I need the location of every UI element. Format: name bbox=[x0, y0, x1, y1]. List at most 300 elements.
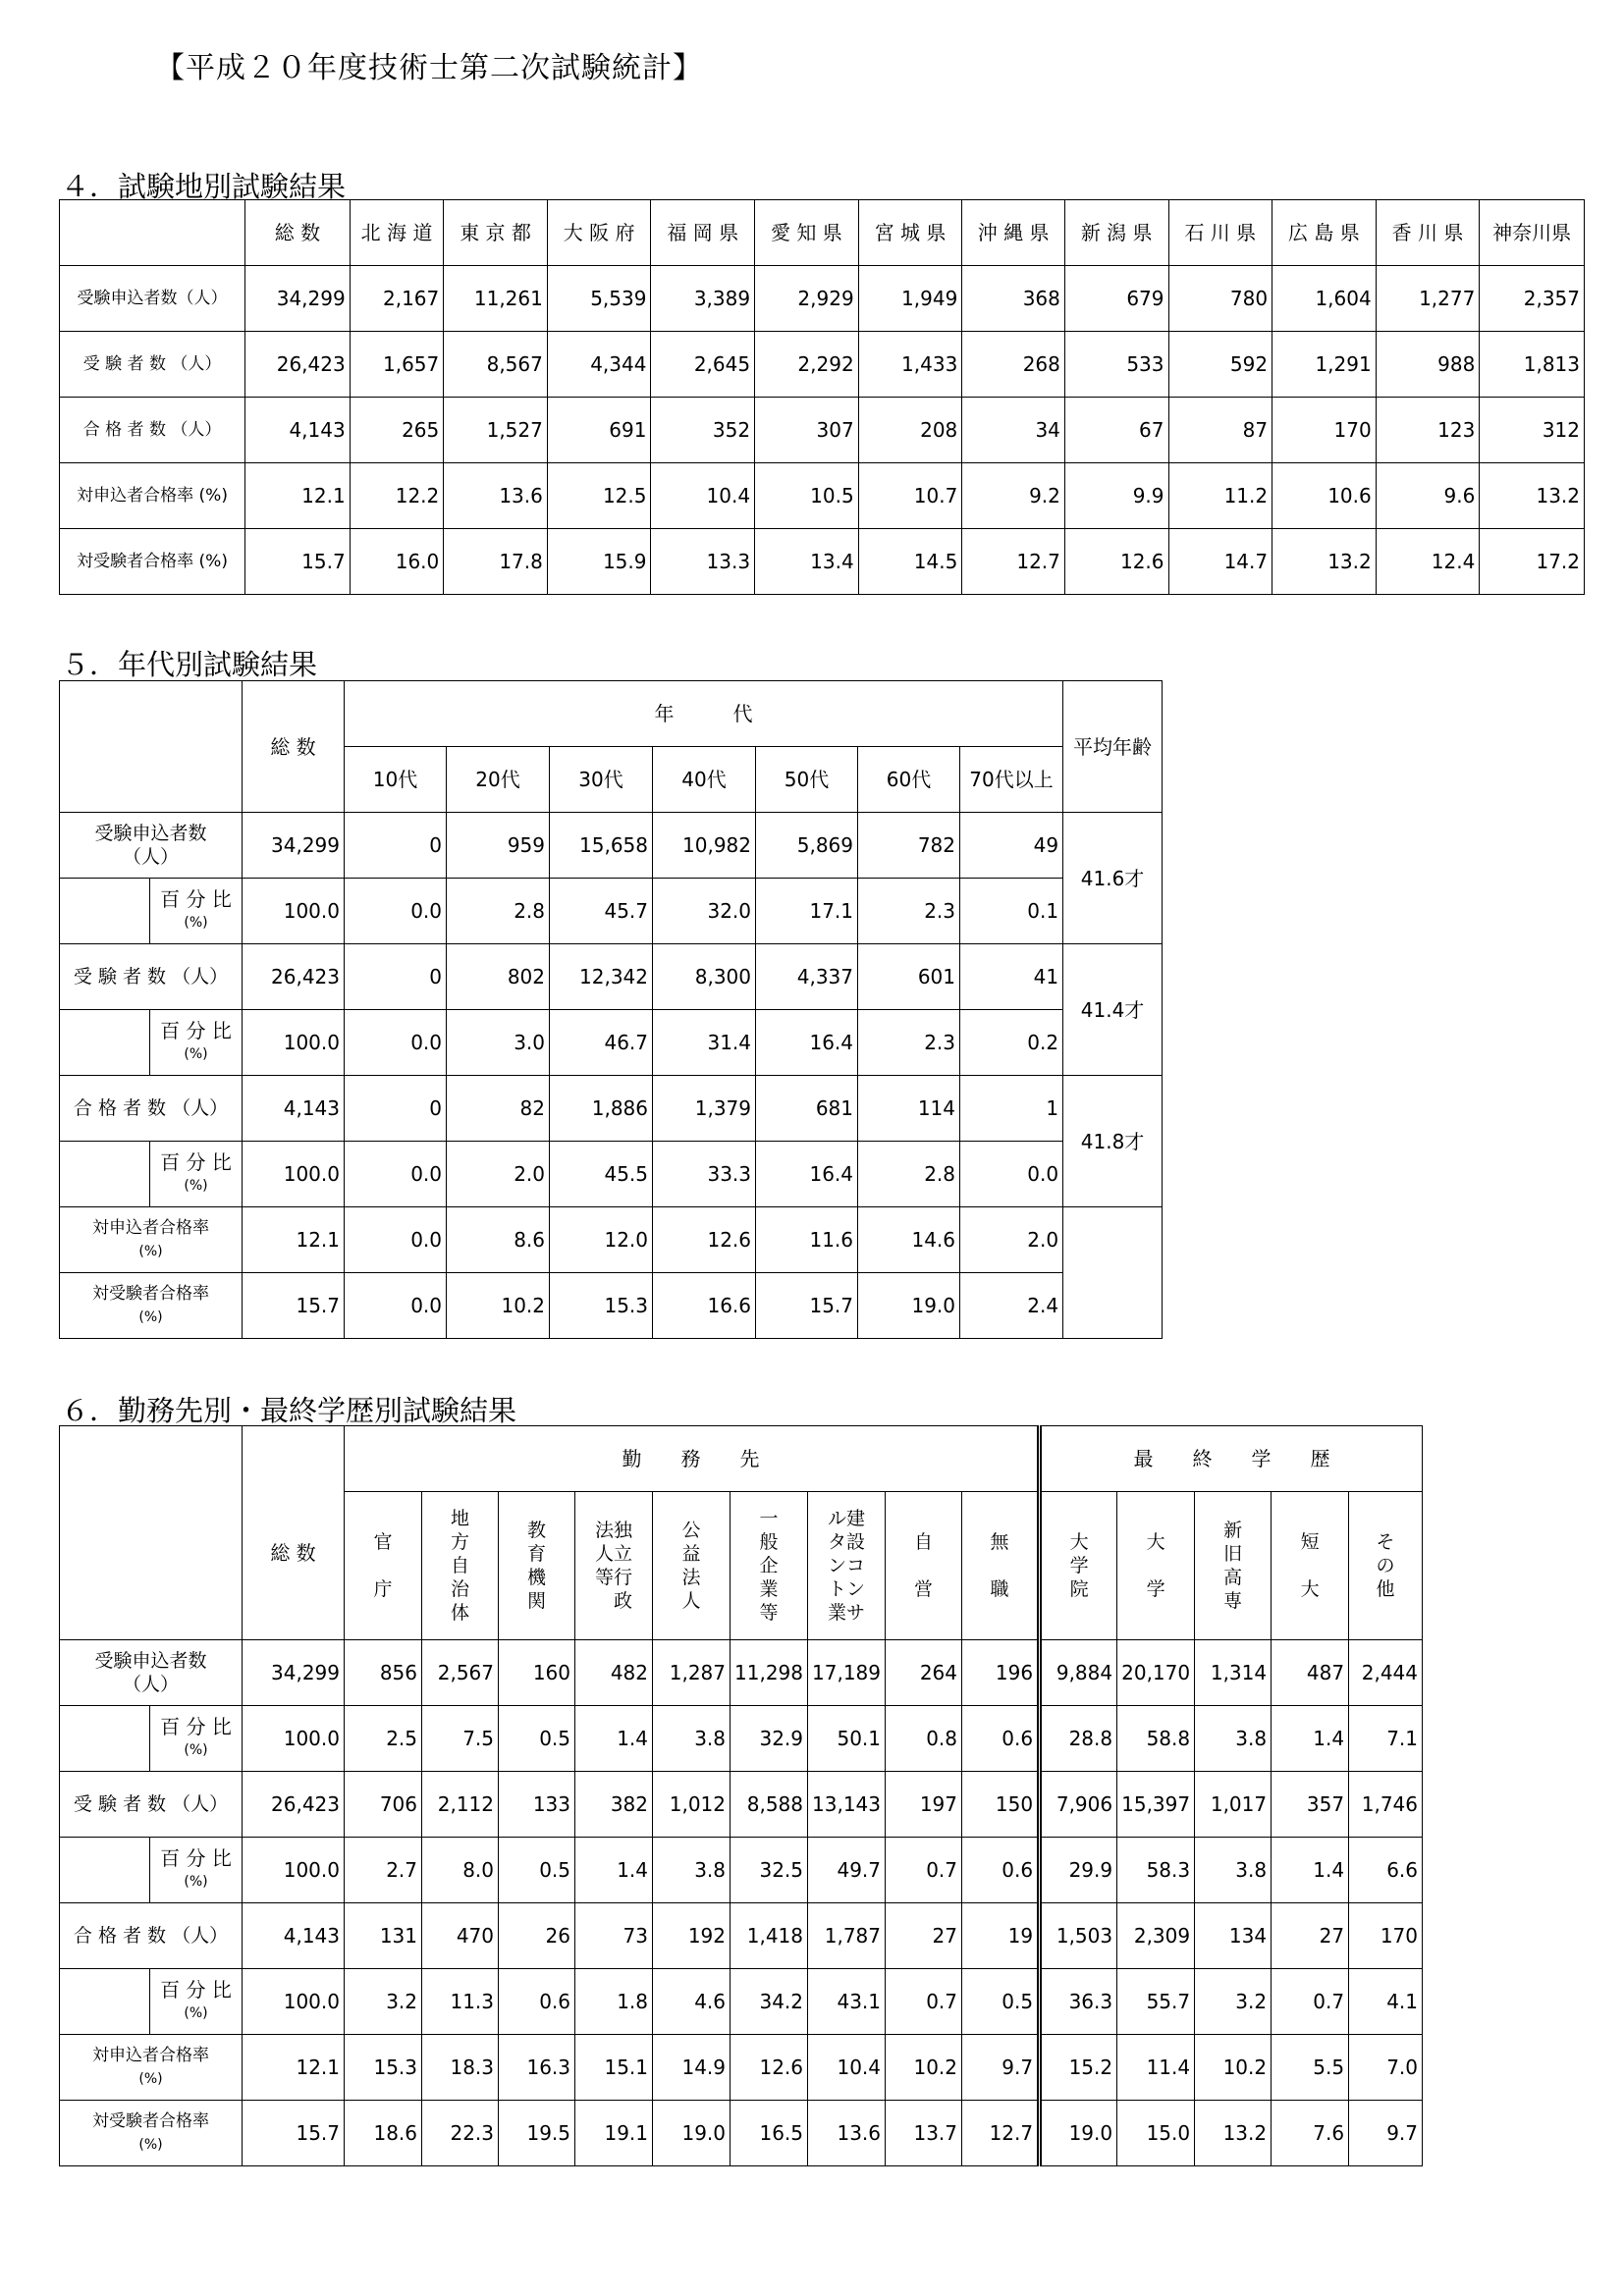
s6-value-cell: 706 bbox=[345, 1772, 422, 1838]
s4-value-cell: 15.9 bbox=[547, 529, 651, 595]
s5-value-cell: 2.8 bbox=[858, 1142, 960, 1207]
s6-value-cell: 19 bbox=[962, 1903, 1040, 1969]
s6-value-cell: 133 bbox=[499, 1772, 575, 1838]
s5-value-cell: 114 bbox=[858, 1076, 960, 1142]
s6-employer-header: 官 庁 bbox=[345, 1492, 422, 1640]
s6-value-cell: 3.2 bbox=[345, 1969, 422, 2035]
s6-value-cell: 20,170 bbox=[1117, 1640, 1195, 1706]
s4-value-cell: 17.2 bbox=[1480, 529, 1585, 595]
s4-row-label: 受験申込者数（人） bbox=[60, 266, 245, 332]
s5-indent-cell bbox=[60, 1010, 150, 1076]
s4-value-cell: 12.6 bbox=[1064, 529, 1168, 595]
s6-value-cell: 2,309 bbox=[1117, 1903, 1195, 1969]
s4-value-cell: 15.7 bbox=[245, 529, 351, 595]
s6-pct-label bbox=[150, 1706, 243, 1772]
s6-table-row bbox=[60, 2101, 1423, 2166]
s4-value-cell: 1,527 bbox=[444, 398, 548, 463]
s4-value-cell: 12.4 bbox=[1376, 529, 1480, 595]
s6-value-cell: 1.4 bbox=[1272, 1706, 1349, 1772]
s5-pct-unit: (%) bbox=[184, 1046, 208, 1062]
s5-value-cell: 2.3 bbox=[858, 879, 960, 944]
s6-pct-label-text: 百 分 比 bbox=[160, 1715, 232, 1738]
s6-value-cell: 11.3 bbox=[422, 1969, 499, 2035]
s6-value-cell: 150 bbox=[962, 1772, 1040, 1838]
s6-value-cell: 1,746 bbox=[1349, 1772, 1423, 1838]
s4-value-cell: 10.4 bbox=[651, 463, 755, 529]
s6-value-cell: 0.7 bbox=[1272, 1969, 1349, 2035]
s6-value-cell: 26,423 bbox=[243, 1772, 345, 1838]
s5-value-cell: 16.4 bbox=[756, 1010, 858, 1076]
s6-value-cell: 73 bbox=[575, 1903, 653, 1969]
s4-value-cell: 533 bbox=[1064, 332, 1168, 398]
s4-value-cell: 17.8 bbox=[444, 529, 548, 595]
s6-employer-header: 自 営 bbox=[886, 1492, 962, 1640]
s5-value-cell: 17.1 bbox=[756, 879, 858, 944]
s6-value-cell: 17,189 bbox=[808, 1640, 886, 1706]
s5-value-cell: 34,299 bbox=[243, 813, 345, 879]
s6-table-row bbox=[60, 1838, 1423, 1903]
s5-value-cell: 601 bbox=[858, 944, 960, 1010]
s6-value-cell: 10.2 bbox=[886, 2035, 962, 2101]
s4-table-row bbox=[60, 529, 1585, 595]
s4-value-cell: 1,433 bbox=[858, 332, 962, 398]
s4-col-header: 宮 城 県 bbox=[858, 200, 962, 266]
s5-value-cell: 45.5 bbox=[550, 1142, 653, 1207]
s6-value-cell: 3.2 bbox=[1195, 1969, 1272, 2035]
s6-value-cell: 58.3 bbox=[1117, 1838, 1195, 1903]
s5-value-cell: 45.7 bbox=[550, 879, 653, 944]
s4-value-cell: 13.2 bbox=[1480, 463, 1585, 529]
s6-value-cell: 12.6 bbox=[731, 2035, 808, 2101]
s6-employer-group-header: 勤 務 先 bbox=[345, 1426, 1040, 1492]
s4-table-row bbox=[60, 398, 1585, 463]
s5-age-header: 30代 bbox=[550, 747, 653, 813]
s6-value-cell: 1.4 bbox=[575, 1706, 653, 1772]
s5-row-label: 受 験 者 数 （人） bbox=[60, 944, 243, 1010]
s6-value-cell: 13.2 bbox=[1195, 2101, 1272, 2166]
s6-value-cell: 160 bbox=[499, 1640, 575, 1706]
s4-value-cell: 13.4 bbox=[755, 529, 859, 595]
s6-value-cell: 1,017 bbox=[1195, 1772, 1272, 1838]
s5-value-cell: 8.6 bbox=[447, 1207, 550, 1273]
s6-value-cell: 131 bbox=[345, 1903, 422, 1969]
s5-value-cell: 100.0 bbox=[243, 1142, 345, 1207]
s6-value-cell: 50.1 bbox=[808, 1706, 886, 1772]
s6-value-cell: 4.6 bbox=[653, 1969, 731, 2035]
s6-value-cell: 32.9 bbox=[731, 1706, 808, 1772]
s4-value-cell: 5,539 bbox=[547, 266, 651, 332]
s6-value-cell: 3.8 bbox=[1195, 1706, 1272, 1772]
s4-value-cell: 13.3 bbox=[651, 529, 755, 595]
s4-value-cell: 34 bbox=[962, 398, 1065, 463]
s4-value-cell: 10.6 bbox=[1272, 463, 1377, 529]
s6-value-cell: 29.9 bbox=[1040, 1838, 1117, 1903]
s4-value-cell: 4,143 bbox=[245, 398, 351, 463]
s4-value-cell: 988 bbox=[1376, 332, 1480, 398]
s6-value-cell: 28.8 bbox=[1040, 1706, 1117, 1772]
s4-value-cell: 2,292 bbox=[755, 332, 859, 398]
s6-value-cell: 7.5 bbox=[422, 1706, 499, 1772]
s6-value-cell: 0.5 bbox=[499, 1838, 575, 1903]
s4-value-cell: 12.2 bbox=[350, 463, 444, 529]
s6-value-cell: 36.3 bbox=[1040, 1969, 1117, 2035]
s5-table-row bbox=[60, 1076, 1163, 1142]
s5-value-cell: 33.3 bbox=[653, 1142, 756, 1207]
s5-value-cell: 15.3 bbox=[550, 1273, 653, 1339]
s4-value-cell: 9.6 bbox=[1376, 463, 1480, 529]
s5-value-cell: 16.4 bbox=[756, 1142, 858, 1207]
s5-row-label-text: 対受験者合格率 bbox=[92, 1284, 209, 1304]
s6-value-cell: 11.4 bbox=[1117, 2035, 1195, 2101]
s6-row-label-unit: (%) bbox=[138, 2071, 163, 2087]
s4-col-header: 大 阪 府 bbox=[547, 200, 651, 266]
s5-row-label bbox=[60, 1207, 243, 1273]
s6-value-cell: 7,906 bbox=[1040, 1772, 1117, 1838]
s6-value-cell: 19.1 bbox=[575, 2101, 653, 2166]
s5-row-label-text: 対申込者合格率 bbox=[92, 1218, 209, 1238]
s4-value-cell: 14.7 bbox=[1168, 529, 1272, 595]
s4-col-header: 福 岡 県 bbox=[651, 200, 755, 266]
s5-pct-label-text: 百 分 比 bbox=[160, 887, 232, 911]
s6-pct-label bbox=[150, 1838, 243, 1903]
s5-value-cell: 0 bbox=[345, 1076, 447, 1142]
s6-value-cell: 0.8 bbox=[886, 1706, 962, 1772]
s6-value-cell: 13,143 bbox=[808, 1772, 886, 1838]
s6-value-cell: 26 bbox=[499, 1903, 575, 1969]
s6-row-label-text: 対申込者合格率 bbox=[92, 2046, 209, 2065]
s6-value-cell: 49.7 bbox=[808, 1838, 886, 1903]
s4-value-cell: 780 bbox=[1168, 266, 1272, 332]
section-4-title: ４．試験地別試験結果 bbox=[61, 170, 347, 203]
s5-value-cell: 2.0 bbox=[960, 1207, 1063, 1273]
s5-value-cell: 32.0 bbox=[653, 879, 756, 944]
s4-value-cell: 8,567 bbox=[444, 332, 548, 398]
s6-employer-header: 公 益 法 人 bbox=[653, 1492, 731, 1640]
s5-value-cell: 15.7 bbox=[243, 1273, 345, 1339]
s6-value-cell: 0.6 bbox=[962, 1706, 1040, 1772]
section-5-title: ５．年代別試験結果 bbox=[61, 648, 318, 681]
s5-value-cell: 2.0 bbox=[447, 1142, 550, 1207]
s5-row-label-text: 受験申込者数 bbox=[94, 823, 207, 844]
s6-indent-cell bbox=[60, 1838, 150, 1903]
s4-value-cell: 14.5 bbox=[858, 529, 962, 595]
s4-value-cell: 679 bbox=[1064, 266, 1168, 332]
s5-age-header: 50代 bbox=[756, 747, 858, 813]
s4-value-cell: 2,929 bbox=[755, 266, 859, 332]
s5-value-cell: 5,869 bbox=[756, 813, 858, 879]
s4-value-cell: 691 bbox=[547, 398, 651, 463]
s5-value-cell: 100.0 bbox=[243, 1010, 345, 1076]
s5-value-cell: 3.0 bbox=[447, 1010, 550, 1076]
s4-value-cell: 352 bbox=[651, 398, 755, 463]
s4-row-label: 受 験 者 数 （人） bbox=[60, 332, 245, 398]
s4-value-cell: 11.2 bbox=[1168, 463, 1272, 529]
s5-value-cell: 10,982 bbox=[653, 813, 756, 879]
s4-value-cell: 13.2 bbox=[1272, 529, 1377, 595]
s6-value-cell: 8,588 bbox=[731, 1772, 808, 1838]
s5-value-cell: 16.6 bbox=[653, 1273, 756, 1339]
s6-employer-header: 一 般 企 業 等 bbox=[731, 1492, 808, 1640]
s6-row-label-unit: （人） bbox=[122, 1674, 179, 1695]
s6-employer-header: ル建 タ設 ンコ トン 業サ bbox=[808, 1492, 886, 1640]
s6-value-cell: 0.6 bbox=[499, 1969, 575, 2035]
s6-value-cell: 27 bbox=[1272, 1903, 1349, 1969]
s6-value-cell: 197 bbox=[886, 1772, 962, 1838]
s6-value-cell: 9,884 bbox=[1040, 1640, 1117, 1706]
s6-value-cell: 0.5 bbox=[962, 1969, 1040, 2035]
s5-value-cell: 0.2 bbox=[960, 1010, 1063, 1076]
s6-value-cell: 16.3 bbox=[499, 2035, 575, 2101]
s5-table-row bbox=[60, 879, 1163, 944]
section-6-title: ６．勤務先別・最終学歴別試験結果 bbox=[61, 1394, 517, 1427]
s5-pct-label bbox=[150, 879, 243, 944]
s6-table-row bbox=[60, 1903, 1423, 1969]
s5-total-header: 総 数 bbox=[243, 681, 345, 813]
s4-value-cell: 26,423 bbox=[245, 332, 351, 398]
s6-employer-header: 無 職 bbox=[962, 1492, 1040, 1640]
s5-indent-cell bbox=[60, 1142, 150, 1207]
s5-value-cell: 0 bbox=[345, 813, 447, 879]
s5-row-label: 合 格 者 数 （人） bbox=[60, 1076, 243, 1142]
s4-col-header: 総 数 bbox=[245, 200, 351, 266]
s4-value-cell: 265 bbox=[350, 398, 444, 463]
s5-value-cell: 0 bbox=[345, 944, 447, 1010]
s6-value-cell: 470 bbox=[422, 1903, 499, 1969]
s6-value-cell: 0.7 bbox=[886, 1969, 962, 2035]
s4-value-cell: 1,604 bbox=[1272, 266, 1377, 332]
s5-value-cell: 82 bbox=[447, 1076, 550, 1142]
s6-value-cell: 18.3 bbox=[422, 2035, 499, 2101]
s5-pct-label-text: 百 分 比 bbox=[160, 1150, 232, 1174]
s4-value-cell: 1,277 bbox=[1376, 266, 1480, 332]
s4-col-header: 石 川 県 bbox=[1168, 200, 1272, 266]
s4-value-cell: 1,813 bbox=[1480, 332, 1585, 398]
s4-value-cell: 3,389 bbox=[651, 266, 755, 332]
s6-value-cell: 196 bbox=[962, 1640, 1040, 1706]
s4-col-header: 広 島 県 bbox=[1272, 200, 1377, 266]
s6-pct-label bbox=[150, 1969, 243, 2035]
s4-value-cell: 87 bbox=[1168, 398, 1272, 463]
s6-value-cell: 0.6 bbox=[962, 1838, 1040, 1903]
s5-avg-age-header: 平均年齢 bbox=[1063, 681, 1163, 813]
s6-value-cell: 2,444 bbox=[1349, 1640, 1423, 1706]
s6-employer-header: 教 育 機 関 bbox=[499, 1492, 575, 1640]
s6-value-cell: 4,143 bbox=[243, 1903, 345, 1969]
s6-value-cell: 10.2 bbox=[1195, 2035, 1272, 2101]
s4-col-header: 神奈川県 bbox=[1480, 200, 1585, 266]
s5-value-cell: 31.4 bbox=[653, 1010, 756, 1076]
s5-age-header: 70代以上 bbox=[960, 747, 1063, 813]
s5-value-cell: 41 bbox=[960, 944, 1063, 1010]
s6-value-cell: 134 bbox=[1195, 1903, 1272, 1969]
s6-value-cell: 856 bbox=[345, 1640, 422, 1706]
s4-row-label: 対受験者合格率 (%) bbox=[60, 529, 245, 595]
s6-pct-label-text: 百 分 比 bbox=[160, 1846, 232, 1870]
s6-pct-unit: (%) bbox=[184, 2005, 208, 2021]
s5-age-group-header: 年 代 bbox=[345, 681, 1063, 747]
s6-value-cell: 1,287 bbox=[653, 1640, 731, 1706]
s6-value-cell: 482 bbox=[575, 1640, 653, 1706]
s5-value-cell: 0.1 bbox=[960, 879, 1063, 944]
s6-value-cell: 9.7 bbox=[1349, 2101, 1423, 2166]
s6-value-cell: 7.1 bbox=[1349, 1706, 1423, 1772]
s6-value-cell: 43.1 bbox=[808, 1969, 886, 2035]
s6-value-cell: 357 bbox=[1272, 1772, 1349, 1838]
s6-value-cell: 11,298 bbox=[731, 1640, 808, 1706]
s5-value-cell: 2.4 bbox=[960, 1273, 1063, 1339]
s4-row-label: 対申込者合格率 (%) bbox=[60, 463, 245, 529]
s6-value-cell: 487 bbox=[1272, 1640, 1349, 1706]
s4-value-cell: 12.7 bbox=[962, 529, 1065, 595]
s5-age-header: 40代 bbox=[653, 747, 756, 813]
s5-value-cell: 0.0 bbox=[960, 1142, 1063, 1207]
s5-row-label bbox=[60, 1273, 243, 1339]
s6-value-cell: 3.8 bbox=[653, 1706, 731, 1772]
s6-table-row bbox=[60, 1706, 1423, 1772]
s6-employer-header: 法独 人立 等行 政 bbox=[575, 1492, 653, 1640]
s5-pct-label bbox=[150, 1142, 243, 1207]
s4-corner-cell bbox=[60, 200, 245, 266]
s5-row-label-unit: (%) bbox=[138, 1309, 163, 1325]
s5-table-row bbox=[60, 1273, 1163, 1339]
s6-value-cell: 192 bbox=[653, 1903, 731, 1969]
s5-value-cell: 802 bbox=[447, 944, 550, 1010]
s5-value-cell: 782 bbox=[858, 813, 960, 879]
s4-value-cell: 2,357 bbox=[1480, 266, 1585, 332]
s4-value-cell: 2,167 bbox=[350, 266, 444, 332]
s5-value-cell: 8,300 bbox=[653, 944, 756, 1010]
document-title: 【平成２０年度技術士第二次試験統計】 bbox=[155, 51, 703, 85]
s5-value-cell: 15,658 bbox=[550, 813, 653, 879]
s5-value-cell: 1 bbox=[960, 1076, 1063, 1142]
s5-value-cell: 10.2 bbox=[447, 1273, 550, 1339]
s6-value-cell: 1,314 bbox=[1195, 1640, 1272, 1706]
s6-pct-unit: (%) bbox=[184, 1874, 208, 1890]
s6-value-cell: 16.5 bbox=[731, 2101, 808, 2166]
s5-value-cell: 4,337 bbox=[756, 944, 858, 1010]
s6-value-cell: 9.7 bbox=[962, 2035, 1040, 2101]
s5-header-row bbox=[60, 681, 1163, 747]
s5-value-cell: 959 bbox=[447, 813, 550, 879]
s4-value-cell: 12.5 bbox=[547, 463, 651, 529]
s5-blank-cell bbox=[1063, 1207, 1163, 1339]
s6-value-cell: 2,567 bbox=[422, 1640, 499, 1706]
s4-value-cell: 2,645 bbox=[651, 332, 755, 398]
s6-value-cell: 34.2 bbox=[731, 1969, 808, 2035]
s4-value-cell: 12.1 bbox=[245, 463, 351, 529]
s5-value-cell: 1,379 bbox=[653, 1076, 756, 1142]
s6-value-cell: 1.4 bbox=[1272, 1838, 1349, 1903]
s4-value-cell: 16.0 bbox=[350, 529, 444, 595]
s6-table-row bbox=[60, 1772, 1423, 1838]
s4-table-row bbox=[60, 266, 1585, 332]
s4-col-header: 新 潟 県 bbox=[1064, 200, 1168, 266]
s4-table-row bbox=[60, 463, 1585, 529]
s6-header-row bbox=[60, 1426, 1423, 1492]
s4-col-header: 沖 縄 県 bbox=[962, 200, 1065, 266]
s5-avg-age-cell: 41.6才 bbox=[1063, 813, 1163, 944]
s4-value-cell: 307 bbox=[755, 398, 859, 463]
s5-pct-label bbox=[150, 1010, 243, 1076]
s5-value-cell: 26,423 bbox=[243, 944, 345, 1010]
s6-education-header: 新 旧 高 専 bbox=[1195, 1492, 1272, 1640]
s5-value-cell: 0.0 bbox=[345, 1142, 447, 1207]
s5-row-label-unit: (%) bbox=[138, 1244, 163, 1259]
s4-value-cell: 67 bbox=[1064, 398, 1168, 463]
s6-value-cell: 5.5 bbox=[1272, 2035, 1349, 2101]
s6-value-cell: 0.7 bbox=[886, 1838, 962, 1903]
s5-value-cell: 0.0 bbox=[345, 1010, 447, 1076]
s6-value-cell: 264 bbox=[886, 1640, 962, 1706]
s4-col-header: 北 海 道 bbox=[350, 200, 444, 266]
s6-value-cell: 8.0 bbox=[422, 1838, 499, 1903]
s6-education-header: そ の 他 bbox=[1349, 1492, 1423, 1640]
s5-pct-unit: (%) bbox=[184, 915, 208, 931]
s5-row-label-unit: （人） bbox=[122, 846, 179, 868]
s6-value-cell: 15,397 bbox=[1117, 1772, 1195, 1838]
s5-value-cell: 15.7 bbox=[756, 1273, 858, 1339]
s4-value-cell: 1,291 bbox=[1272, 332, 1377, 398]
s6-value-cell: 100.0 bbox=[243, 1706, 345, 1772]
s4-header-row bbox=[60, 200, 1585, 266]
s4-table-row bbox=[60, 332, 1585, 398]
s6-value-cell: 4.1 bbox=[1349, 1969, 1423, 2035]
s4-row-label: 合 格 者 数 （人） bbox=[60, 398, 245, 463]
age-results-table bbox=[59, 680, 1163, 1339]
s5-value-cell: 2.8 bbox=[447, 879, 550, 944]
s6-value-cell: 58.8 bbox=[1117, 1706, 1195, 1772]
region-results-table bbox=[59, 199, 1585, 595]
s6-value-cell: 1.8 bbox=[575, 1969, 653, 2035]
s6-value-cell: 15.7 bbox=[243, 2101, 345, 2166]
s6-row-label: 受 験 者 数 （人） bbox=[60, 1772, 243, 1838]
s6-value-cell: 2.5 bbox=[345, 1706, 422, 1772]
s6-value-cell: 55.7 bbox=[1117, 1969, 1195, 2035]
s6-value-cell: 100.0 bbox=[243, 1838, 345, 1903]
s6-value-cell: 13.6 bbox=[808, 2101, 886, 2166]
s5-avg-age-cell: 41.4才 bbox=[1063, 944, 1163, 1076]
s6-value-cell: 1,503 bbox=[1040, 1903, 1117, 1969]
s5-value-cell: 12,342 bbox=[550, 944, 653, 1010]
s4-value-cell: 170 bbox=[1272, 398, 1377, 463]
s5-value-cell: 19.0 bbox=[858, 1273, 960, 1339]
s6-row-label-text: 受験申込者数 bbox=[94, 1650, 207, 1672]
s6-row-label-text: 対受験者合格率 bbox=[92, 2111, 209, 2131]
s5-value-cell: 1,886 bbox=[550, 1076, 653, 1142]
s6-row-label: 合 格 者 数 （人） bbox=[60, 1903, 243, 1969]
s6-education-header: 大 学 院 bbox=[1040, 1492, 1117, 1640]
s6-employer-header: 地 方 自 治 体 bbox=[422, 1492, 499, 1640]
s6-indent-cell bbox=[60, 1706, 150, 1772]
s5-age-header: 60代 bbox=[858, 747, 960, 813]
s4-value-cell: 1,657 bbox=[350, 332, 444, 398]
s5-age-header: 20代 bbox=[447, 747, 550, 813]
s4-col-header: 東 京 都 bbox=[444, 200, 548, 266]
s6-pct-unit: (%) bbox=[184, 1742, 208, 1758]
s4-col-header: 香 川 県 bbox=[1376, 200, 1480, 266]
s4-col-header: 愛 知 県 bbox=[755, 200, 859, 266]
s6-value-cell: 1,012 bbox=[653, 1772, 731, 1838]
s6-value-cell: 382 bbox=[575, 1772, 653, 1838]
s5-table-row bbox=[60, 813, 1163, 879]
s4-value-cell: 208 bbox=[858, 398, 962, 463]
s6-value-cell: 12.1 bbox=[243, 2035, 345, 2101]
s5-pct-label-text: 百 分 比 bbox=[160, 1019, 232, 1042]
s6-education-header: 短 大 bbox=[1272, 1492, 1349, 1640]
s6-education-group-header: 最 終 学 歴 bbox=[1040, 1426, 1423, 1492]
s6-pct-label-text: 百 分 比 bbox=[160, 1978, 232, 2002]
s5-value-cell: 0.0 bbox=[345, 1207, 447, 1273]
